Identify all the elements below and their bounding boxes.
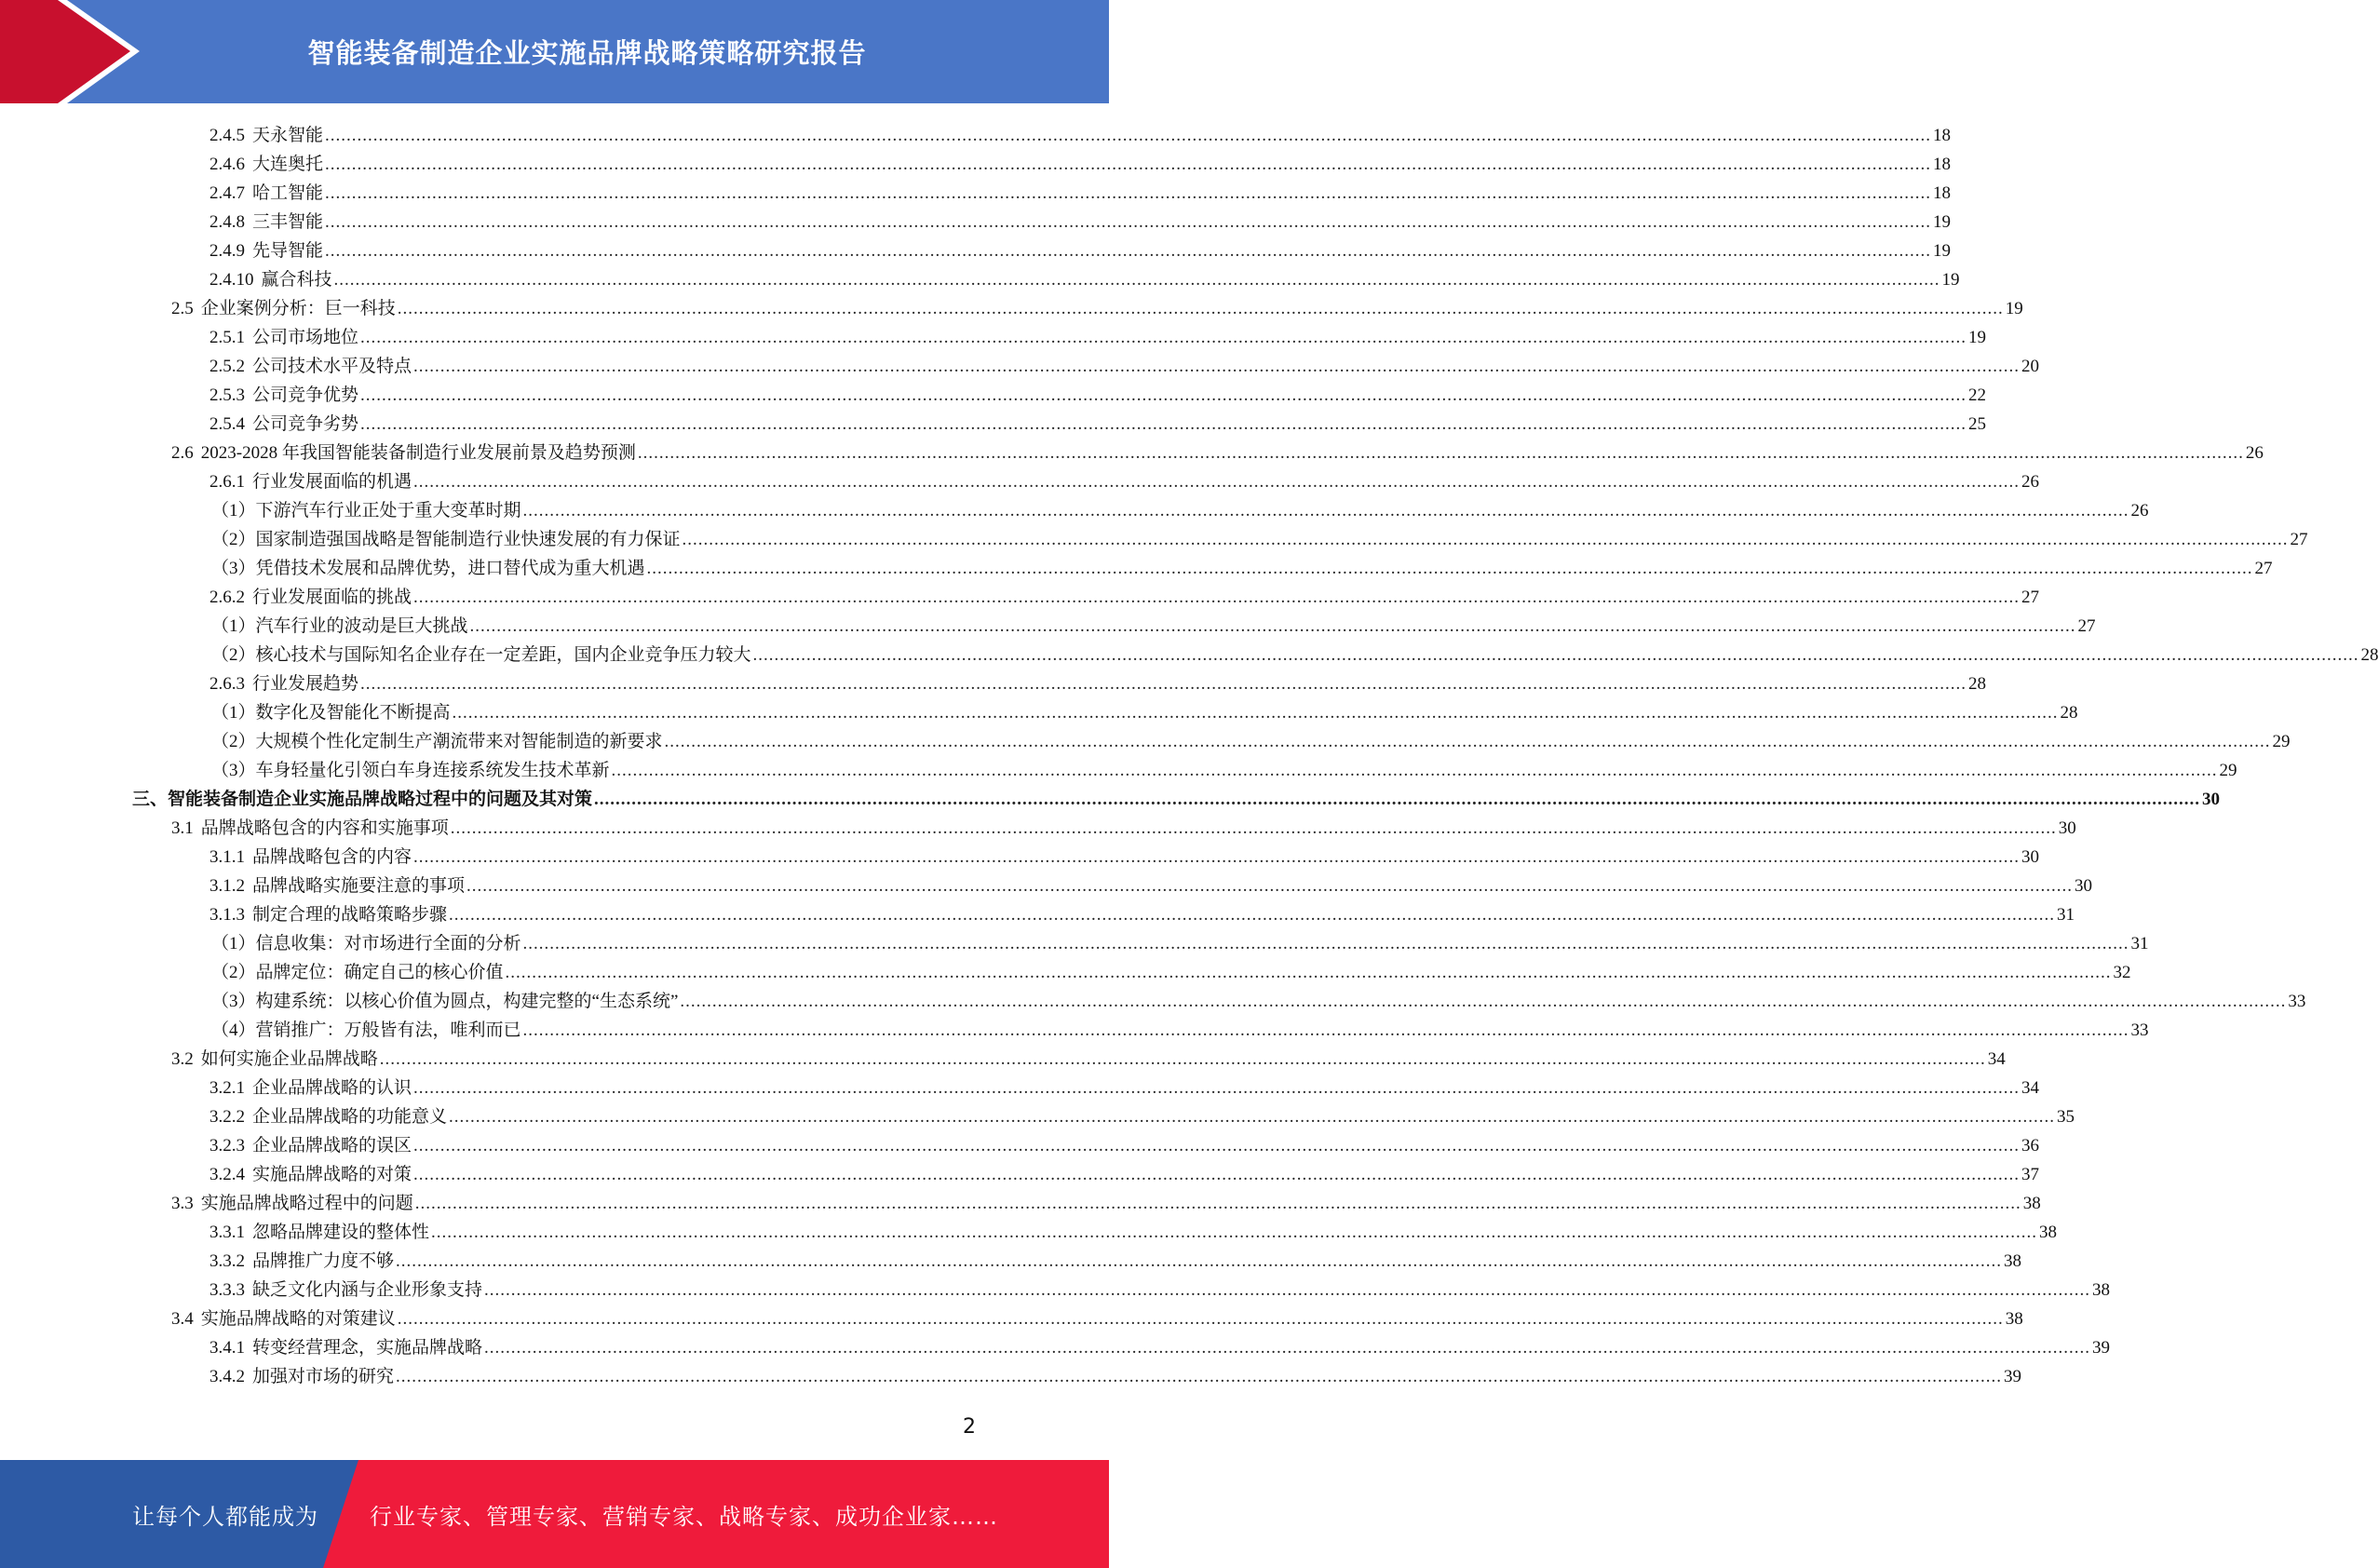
toc-entry-page: 20 — [2021, 357, 2040, 376]
toc-entry[interactable] — [132, 782, 2221, 811]
toc-dot-leader: ............................................................................................................................................................................................................................................................................................................ — [413, 588, 2021, 607]
toc-entry[interactable] — [211, 984, 2306, 1013]
toc-entry-page: 29 — [2272, 732, 2291, 751]
toc-dot-leader: ............................................................................................................................................................................................................................................................................................................ — [646, 559, 2253, 578]
toc-entry-title: 汽车行业的波动是巨大挑战 — [255, 616, 468, 636]
toc-dot-leader: ............................................................................................................................................................................................................................................................................................................ — [414, 1194, 2021, 1213]
toc-entry-number: 3.4.2 — [210, 1367, 245, 1386]
toc-entry-page: 27 — [2290, 530, 2308, 549]
toc-entry-title: 公司竞争优势 — [252, 385, 359, 405]
toc-entry-title: 构建系统：以核心价值为圆点，构建完整的“生态系统” — [255, 992, 679, 1011]
toc-entry-title: 大连奥托 — [252, 155, 324, 174]
toc-entry-title: 行业发展趋势 — [252, 674, 359, 694]
toc-dot-leader: ............................................................................................................................................................................................................................................................................................................ — [522, 1021, 2129, 1040]
toc-entry-title: 核心技术与国际知名企业存在一定差距，国内企业竞争压力较大 — [255, 645, 751, 665]
toc-entry-number: 三、 — [132, 790, 169, 809]
toc-entry-title: 实施品牌战略过程中的问题 — [200, 1194, 413, 1213]
toc-entry[interactable] — [210, 580, 2040, 609]
toc-entry-number: 3.2.2 — [210, 1107, 245, 1127]
toc-entry-number: 2.4.6 — [210, 155, 245, 174]
toc-entry-number: （2） — [211, 645, 256, 665]
toc-dot-leader: ............................................................................................................................................................................................................................................................................................................ — [484, 1280, 2091, 1300]
toc-entry-title: 数字化及智能化不断提高 — [255, 703, 451, 723]
toc-dot-leader: ............................................................................................................................................................................................................................................................................................................ — [333, 270, 1940, 290]
toc-entry-page: 38 — [2039, 1223, 2058, 1242]
toc-entry-title: 智能装备制造企业实施品牌战略过程中的问题及其对策 — [168, 790, 593, 809]
toc-entry-page: 30 — [2202, 790, 2221, 809]
toc-entry-title: 品牌推广力度不够 — [252, 1251, 395, 1271]
toc-entry-number: 2.6.2 — [210, 588, 245, 607]
toc-entry-title: 实施品牌战略的对策建议 — [200, 1309, 396, 1329]
toc-dot-leader: ............................................................................................................................................................................................................................................................................................................ — [637, 443, 2244, 463]
toc-entry[interactable] — [211, 551, 2273, 580]
toc-dot-leader: ............................................................................................................................................................................................................................................................................................................ — [449, 1107, 2056, 1127]
toc-entry-page: 39 — [2004, 1367, 2022, 1386]
toc-entry-page: 29 — [2219, 761, 2237, 780]
toc-entry-page: 30 — [2075, 876, 2093, 896]
toc-entry-number: （2） — [211, 963, 256, 982]
toc-dot-leader: ............................................................................................................................................................................................................................................................................................................ — [466, 876, 2074, 896]
toc-entry-number: 3.3.3 — [210, 1280, 245, 1300]
toc-entry-page: 31 — [2130, 934, 2149, 953]
toc-dot-leader: ............................................................................................................................................................................................................................................................................................................ — [325, 183, 1932, 203]
toc-entry-number: 2.5 — [171, 299, 194, 318]
toc-dot-leader: ............................................................................................................................................................................................................................................................................................................ — [752, 645, 2359, 665]
toc-entry-page: 33 — [2288, 992, 2306, 1011]
toc-entry[interactable] — [210, 1331, 2111, 1359]
toc-entry-number: 2.4.7 — [210, 183, 245, 203]
toc-entry-page: 31 — [2057, 905, 2075, 925]
toc-entry-page: 28 — [1968, 674, 1987, 694]
toc-entry[interactable] — [211, 753, 2237, 782]
toc-entry-page: 25 — [1968, 414, 1987, 434]
toc-entry-page: 18 — [1933, 183, 1952, 203]
toc-entry-page: 19 — [1933, 241, 1952, 261]
toc-entry-number: （1） — [211, 501, 256, 520]
toc-entry-number: 3.4.1 — [210, 1338, 245, 1358]
toc-entry-page: 30 — [2058, 818, 2076, 838]
toc-entry-title: 公司市场地位 — [252, 328, 359, 347]
toc-dot-leader: ............................................................................................................................................................................................................................................................................................................ — [397, 1309, 2004, 1329]
toc-entry-page: 30 — [2021, 847, 2040, 867]
toc-entry-page: 18 — [1933, 126, 1952, 145]
toc-entry-number: 2.5.1 — [210, 328, 245, 347]
toc-entry-title: 公司技术水平及特点 — [252, 357, 412, 376]
report-title: 智能装备制造企业实施品牌战略策略研究报告 — [307, 37, 867, 69]
toc-entry-number: （2） — [211, 732, 256, 751]
toc-entry-page: 27 — [2254, 559, 2273, 578]
toc-entry-title: 企业品牌战略的误区 — [252, 1136, 412, 1156]
toc-entry[interactable] — [210, 320, 1987, 349]
toc-entry[interactable] — [210, 898, 2075, 926]
toc-entry-title: 行业发展面临的挑战 — [252, 588, 412, 607]
toc-entry-number: （1） — [211, 616, 256, 636]
toc-entry-number: 3.3.2 — [210, 1251, 245, 1271]
toc-entry-number: 2.5.4 — [210, 414, 245, 434]
toc-entry-number: 2.4.9 — [210, 241, 245, 261]
toc-entry[interactable] — [210, 378, 1987, 407]
toc-dot-leader: ............................................................................................................................................................................................................................................................................................................ — [450, 818, 2057, 838]
toc-dot-leader: ............................................................................................................................................................................................................................................................................................................ — [611, 761, 2218, 780]
toc-entry[interactable] — [210, 465, 2040, 493]
toc-entry-title: 凭借技术发展和品牌优势，进口替代成为重大机遇 — [255, 559, 645, 578]
toc-entry[interactable] — [171, 1302, 2023, 1331]
toc-entry-title: 哈工智能 — [252, 183, 324, 203]
toc-dot-leader: ............................................................................................................................................................................................................................................................................................................ — [413, 1165, 2021, 1184]
toc-entry-page: 38 — [2005, 1309, 2023, 1329]
toc-entry[interactable] — [211, 696, 2078, 724]
toc-entry[interactable] — [211, 522, 2308, 551]
toc-dot-leader: ............................................................................................................................................................................................................................................................................................................ — [413, 357, 2021, 376]
toc-dot-leader: ............................................................................................................................................................................................................................................................................................................ — [682, 530, 2289, 549]
toc-dot-leader: ............................................................................................................................................................................................................................................................................................................ — [449, 905, 2056, 925]
toc-dot-leader: ............................................................................................................................................................................................................................................................................................................ — [413, 847, 2021, 867]
toc-entry-number: 3.3.1 — [210, 1223, 245, 1242]
toc-entry-title: 忽略品牌建设的整体性 — [252, 1223, 430, 1242]
toc-entry[interactable] — [210, 118, 1952, 147]
toc-dot-leader: ............................................................................................................................................................................................................................................................................................................ — [522, 501, 2129, 520]
toc-entry-number: 3.2.1 — [210, 1078, 245, 1098]
toc-entry-number: 3.1.3 — [210, 905, 245, 925]
toc-entry[interactable] — [210, 667, 1987, 696]
toc-entry-title: 品牌战略包含的内容和实施事项 — [200, 818, 449, 838]
toc-entry-title: 国家制造强国战略是智能制造行业快速发展的有力保证 — [255, 530, 681, 549]
page-footer — [0, 1460, 1109, 1568]
toc-entry-number: （2） — [211, 530, 256, 549]
toc-entry-page: 36 — [2021, 1136, 2040, 1156]
toc-entry-title: 企业案例分析：巨一科技 — [200, 299, 396, 318]
page-header — [0, 0, 1109, 103]
toc-entry[interactable] — [211, 609, 2096, 638]
toc-entry[interactable] — [211, 724, 2291, 753]
toc-entry-page: 35 — [2057, 1107, 2075, 1127]
toc-entry-page: 26 — [2130, 501, 2149, 520]
toc-dot-leader: ............................................................................................................................................................................................................................................................................................................ — [413, 1136, 2021, 1156]
toc-entry-title: 品牌定位：确定自己的核心价值 — [255, 963, 504, 982]
toc-entry[interactable] — [211, 638, 2379, 667]
toc-entry-title: 如何实施企业品牌战略 — [200, 1049, 378, 1069]
toc-entry-page: 18 — [1933, 155, 1952, 174]
toc-entry-number: 3.3 — [171, 1194, 194, 1213]
toc-entry-page: 19 — [1933, 212, 1952, 232]
toc-entry-title: 2023-2028 年我国智能装备制造行业发展前景及趋势预测 — [200, 443, 636, 463]
toc-entry-title: 公司竞争劣势 — [252, 414, 359, 434]
toc-entry-number: （4） — [211, 1021, 256, 1040]
toc-entry-number: （1） — [211, 703, 256, 723]
toc-entry[interactable] — [171, 811, 2076, 840]
toc-dot-leader: ............................................................................................................................................................................................................................................................................................................ — [397, 299, 2004, 318]
toc-entry[interactable] — [171, 1042, 2006, 1071]
toc-entry-number: 2.4.8 — [210, 212, 245, 232]
toc-entry[interactable] — [211, 1013, 2149, 1042]
toc-entry[interactable] — [210, 407, 1987, 436]
toc-dot-leader: ............................................................................................................................................................................................................................................................................................................ — [360, 414, 1967, 434]
toc-entry[interactable] — [210, 205, 1952, 234]
toc-entry[interactable] — [210, 840, 2040, 869]
toc-entry[interactable] — [210, 176, 1952, 205]
toc-entry[interactable] — [210, 1273, 2111, 1302]
toc-entry[interactable] — [210, 263, 1960, 291]
toc-entry[interactable] — [211, 926, 2149, 955]
footer-slogan-left: 让每个人都能成为 — [132, 1503, 318, 1530]
toc-entry-number: （3） — [211, 559, 256, 578]
toc-entry-page: 33 — [2130, 1021, 2149, 1040]
toc-entry-title: 营销推广：万般皆有法，唯利而已 — [255, 1021, 521, 1040]
toc-entry-title: 三丰智能 — [252, 212, 324, 232]
toc-entry-title: 天永智能 — [252, 126, 324, 145]
toc-entry-number: （1） — [211, 934, 256, 953]
toc-entry-page: 39 — [2092, 1338, 2111, 1358]
toc-entry-page: 34 — [1987, 1049, 2006, 1069]
toc-dot-leader: ............................................................................................................................................................................................................................................................................................................ — [505, 963, 2112, 982]
toc-dot-leader: ............................................................................................................................................................................................................................................................................................................ — [413, 1078, 2021, 1098]
toc-dot-leader: ............................................................................................................................................................................................................................................................................................................ — [431, 1223, 2038, 1242]
toc-entry-title: 赢合科技 — [261, 270, 332, 290]
toc-dot-leader: ............................................................................................................................................................................................................................................................................................................ — [360, 385, 1967, 405]
toc-entry-number: （3） — [211, 992, 256, 1011]
toc-entry-page: 38 — [2092, 1280, 2111, 1300]
toc-entry-number: 2.6.1 — [210, 472, 245, 492]
toc-entry-number: 2.6.3 — [210, 674, 245, 694]
toc-entry[interactable] — [210, 349, 2040, 378]
toc-entry[interactable] — [210, 1071, 2040, 1100]
toc-entry-title: 行业发展面临的机遇 — [252, 472, 412, 492]
toc-entry-number: 3.1.2 — [210, 876, 245, 896]
toc-entry-number: 2.4.10 — [210, 270, 254, 290]
toc-entry-number: 2.6 — [171, 443, 194, 463]
toc-entry-page: 38 — [2022, 1194, 2041, 1213]
toc-entry[interactable] — [210, 1100, 2075, 1129]
toc-entry-number: 3.2 — [171, 1049, 194, 1069]
toc-entry-title: 下游汽车行业正处于重大变革时期 — [255, 501, 521, 520]
toc-entry-page: 34 — [2021, 1078, 2040, 1098]
toc-entry-number: 2.5.2 — [210, 357, 245, 376]
toc-dot-leader: ............................................................................................................................................................................................................................................................................................................ — [396, 1367, 2003, 1386]
toc-entry[interactable] — [171, 291, 2023, 320]
toc-entry-title: 制定合理的战略策略步骤 — [252, 905, 448, 925]
toc-entry-title: 先导智能 — [252, 241, 324, 261]
toc-entry-page: 37 — [2021, 1165, 2040, 1184]
toc-dot-leader: ............................................................................................................................................................................................................................................................................................................ — [379, 1049, 1986, 1069]
toc-entry-page: 27 — [2077, 616, 2096, 636]
toc-entry-title: 企业品牌战略的功能意义 — [252, 1107, 448, 1127]
toc-entry-number: 3.2.4 — [210, 1165, 245, 1184]
toc-entry-title: 缺乏文化内涵与企业形象支持 — [252, 1280, 483, 1300]
toc-entry-page: 28 — [2360, 645, 2379, 665]
toc-entry[interactable] — [171, 436, 2264, 465]
toc-entry-page: 19 — [1968, 328, 1987, 347]
toc-dot-leader: ............................................................................................................................................................................................................................................................................................................ — [360, 328, 1967, 347]
toc-entry-title: 品牌战略包含的内容 — [252, 847, 412, 867]
toc-entry[interactable] — [210, 234, 1952, 263]
toc-dot-leader: ............................................................................................................................................................................................................................................................................................................ — [325, 126, 1932, 145]
toc-entry-page: 28 — [2060, 703, 2078, 723]
toc-entry-number: 3.2.3 — [210, 1136, 245, 1156]
toc-entry-title: 企业品牌战略的认识 — [252, 1078, 412, 1098]
toc-entry-title: 车身轻量化引领白车身连接系统发生技术革新 — [255, 761, 610, 780]
toc-entry-page: 19 — [1941, 270, 1960, 290]
toc-dot-leader: ............................................................................................................................................................................................................................................................................................................ — [594, 790, 2201, 809]
toc-entry-title: 大规模个性化定制生产潮流带来对智能制造的新要求 — [255, 732, 663, 751]
toc-dot-leader: ............................................................................................................................................................................................................................................................................................................ — [469, 616, 2076, 636]
toc-dot-leader: ............................................................................................................................................................................................................................................................................................................ — [413, 472, 2021, 492]
toc-entry-title: 品牌战略实施要注意的事项 — [252, 876, 466, 896]
toc-entry[interactable] — [211, 493, 2149, 522]
toc-entry-number: 3.1 — [171, 818, 194, 838]
toc-entry-page: 27 — [2021, 588, 2040, 607]
footer-slogan-right: 行业专家、管理专家、营销专家、战略专家、成功企业家…… — [370, 1503, 998, 1530]
toc-entry-number: 2.5.3 — [210, 385, 245, 405]
toc-entry-number: 2.4.5 — [210, 126, 245, 145]
toc-dot-leader: ............................................................................................................................................................................................................................................................................................................ — [664, 732, 2271, 751]
header-chevron-decoration — [0, 0, 140, 103]
toc-entry[interactable] — [210, 1157, 2040, 1186]
toc-entry-number: 3.1.1 — [210, 847, 245, 867]
toc-dot-leader: ............................................................................................................................................................................................................................................................................................................ — [396, 1251, 2003, 1271]
toc-dot-leader: ............................................................................................................................................................................................................................................................................................................ — [522, 934, 2129, 953]
toc-entry-page: 32 — [2113, 963, 2131, 982]
toc-entry-title: 转变经营理念，实施品牌战略 — [252, 1338, 483, 1358]
toc-dot-leader: ............................................................................................................................................................................................................................................................................................................ — [325, 241, 1932, 261]
toc-dot-leader: ............................................................................................................................................................................................................................................................................................................ — [325, 212, 1932, 232]
toc-dot-leader: ............................................................................................................................................................................................................................................................................................................ — [484, 1338, 2091, 1358]
page-number: 2 — [963, 1415, 976, 1439]
toc-entry[interactable] — [210, 147, 1952, 176]
toc-entry[interactable] — [210, 1215, 2058, 1244]
toc-dot-leader: ............................................................................................................................................................................................................................................................................................................ — [680, 992, 2287, 1011]
toc-entry[interactable] — [211, 955, 2131, 984]
toc-entry-title: 加强对市场的研究 — [252, 1367, 395, 1386]
toc-entry-page: 26 — [2245, 443, 2264, 463]
toc-dot-leader: ............................................................................................................................................................................................................................................................................................................ — [452, 703, 2059, 723]
toc-entry[interactable] — [210, 869, 2093, 898]
toc-entry[interactable] — [171, 1186, 2041, 1215]
toc-entry[interactable] — [210, 1129, 2040, 1157]
toc-entry-page: 38 — [2004, 1251, 2022, 1271]
toc-dot-leader: ............................................................................................................................................................................................................................................................................................................ — [325, 155, 1932, 174]
toc-entry-title: 信息收集：对市场进行全面的分析 — [255, 934, 521, 953]
toc-entry-page: 26 — [2021, 472, 2040, 492]
toc-entry-number: （3） — [211, 761, 256, 780]
toc-entry-title: 实施品牌战略的对策 — [252, 1165, 412, 1184]
toc-entry-page: 22 — [1968, 385, 1987, 405]
toc-entry-number: 3.4 — [171, 1309, 194, 1329]
toc-entry[interactable] — [210, 1244, 2022, 1273]
toc-dot-leader: ............................................................................................................................................................................................................................................................................................................ — [360, 674, 1967, 694]
toc-entry[interactable] — [210, 1359, 2022, 1388]
toc-entry-page: 19 — [2005, 299, 2023, 318]
